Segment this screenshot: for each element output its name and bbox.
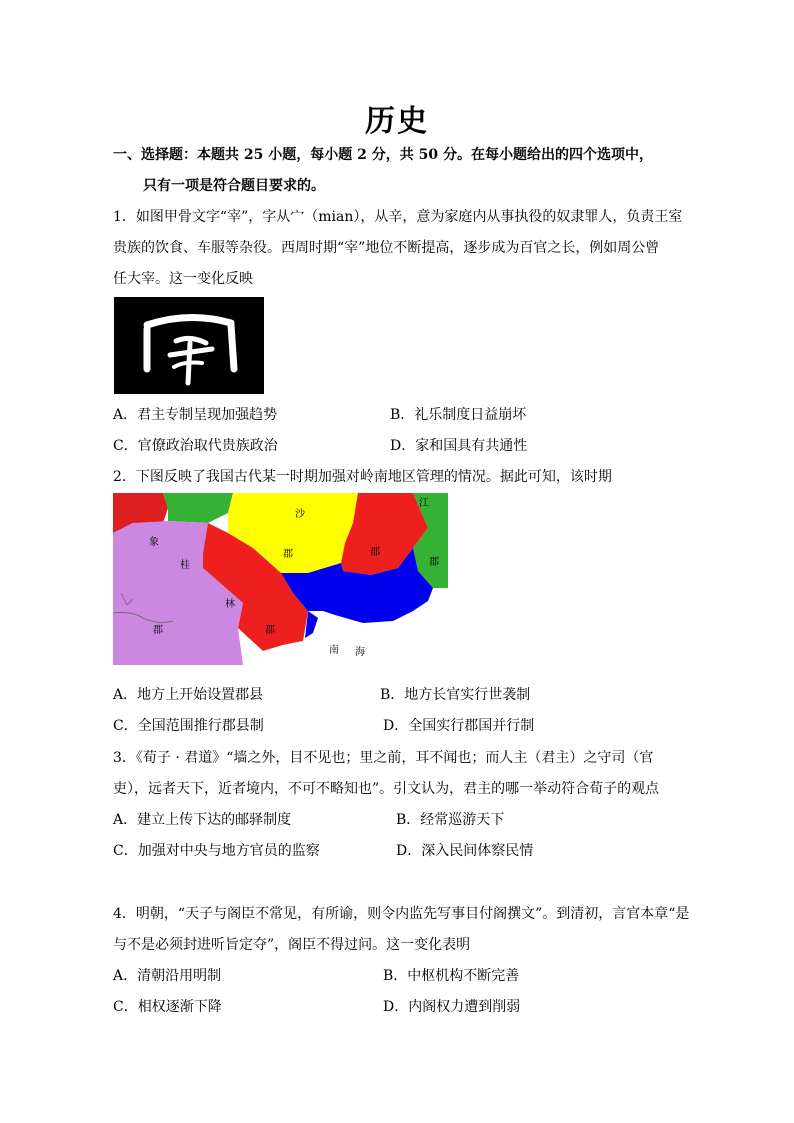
- map-label-jiang: 江: [419, 498, 429, 509]
- q2-stem-line1: 2．下图反映了我国古代某一时期加强对岭南地区管理的情况。据此可知，该时期: [113, 469, 612, 485]
- q1-option-a[interactable]: A．君主专制呈现加强趋势: [113, 407, 278, 423]
- q1-stem-line2: 贵族的饮食、车服等杂役。西周时期“宰”地位不断提高，逐步成为百官之长，例如周公曾: [113, 240, 660, 256]
- q3-option-b[interactable]: B．经常巡游天下: [396, 812, 505, 828]
- q1-option-b[interactable]: B．礼乐制度日益崩坏: [390, 407, 527, 423]
- map-label-sha: 沙: [295, 509, 305, 520]
- q1-option-d[interactable]: D．家和国具有共通性: [390, 438, 528, 454]
- q4-stem-line1: 4．明朝，“天子与阁臣不常见，有所谕，则令内监先写事目付阁撰文”。到清初，言官本章“是: [113, 906, 690, 922]
- q3-option-c[interactable]: C．加强对中央与地方官员的监察: [113, 843, 320, 859]
- q4-option-d[interactable]: D．内阁权力遭到削弱: [383, 999, 521, 1015]
- q1-stem-line3: 任大宰。这一变化反映: [113, 271, 253, 287]
- map-label-lin: 林: [225, 599, 235, 610]
- map-label-jun-red: 郡: [265, 625, 275, 636]
- map-label-gui: 桂: [180, 560, 190, 571]
- q4-option-a[interactable]: A．清朝沿用明制: [113, 968, 222, 984]
- page-title: 历史: [365, 104, 429, 139]
- q3-stem-line2: 吏），远者天下，近者境内，不可不略知也”。引文认为，君主的哪一举动符合荀子的观点: [113, 781, 660, 797]
- map-label-jun-redright: 郡: [370, 547, 380, 558]
- q2-option-d[interactable]: D．全国实行郡国并行制: [383, 718, 535, 734]
- map-label-jun-yellow: 郡: [283, 549, 293, 560]
- map-label-jun-green: 郡: [429, 557, 439, 568]
- q3-stem-line1: 3．《荀子 · 君道》“墙之外，目不见也；里之前，耳不闻也；而人主（君主）之守司（官: [113, 750, 654, 766]
- map-label-xiang: 象: [149, 537, 159, 548]
- q2-option-b[interactable]: B．地方长官实行世袭制: [380, 687, 531, 703]
- q4-stem-line2: 与不是必须封进听旨定夺”，阁臣不得过问。这一变化表明: [113, 937, 471, 953]
- q2-option-a[interactable]: A．地方上开始设置郡县: [113, 687, 264, 703]
- q4-option-b[interactable]: B．中枢机构不断完善: [383, 968, 520, 984]
- lingnan-map: [113, 493, 448, 665]
- map-label-nan: 南: [329, 645, 339, 656]
- map-label-jun-purple: 郡: [153, 625, 163, 636]
- oracle-bone-character-image: [114, 297, 264, 394]
- q1-stem-line1: 1．如图甲骨文字“宰”，字从宀（mian），从辛，意为家庭内从事执役的奴隶罪人，负责王室: [113, 209, 683, 225]
- q4-option-c[interactable]: C．相权逐渐下降: [113, 999, 222, 1015]
- map-label-hai: 海: [355, 647, 365, 658]
- oracle-bone-glyph: [114, 297, 264, 394]
- q2-option-c[interactable]: C．全国范围推行郡县制: [113, 718, 264, 734]
- q3-option-d[interactable]: D．深入民间体察民情: [396, 843, 534, 859]
- section-heading: 一、选择题：本题共 25 小题，每小题 2 分，共 50 分。在每小题给出的四个选项中，: [113, 147, 653, 163]
- section-heading-cont: 只有一项是符合题目要求的。: [143, 178, 325, 194]
- q3-option-a[interactable]: A．建立上传下达的邮驿制度: [113, 812, 292, 828]
- q1-option-c[interactable]: C．官僚政治取代贵族政治: [113, 438, 278, 454]
- map-svg: [113, 493, 448, 665]
